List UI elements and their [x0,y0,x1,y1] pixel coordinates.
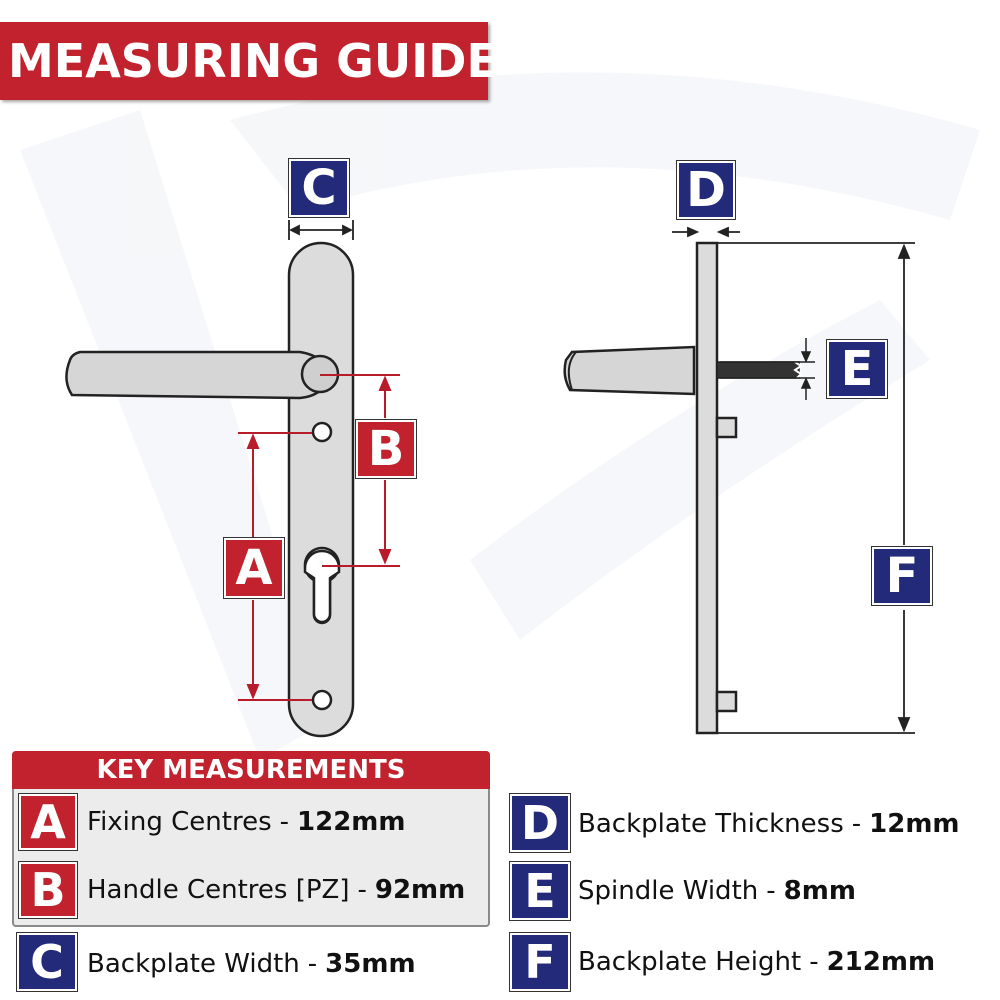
key-row-a-label: Fixing Centres [87,807,272,837]
key-row-c-sep: - [307,949,318,979]
key-badge-e: E [510,862,570,920]
key-row-d-value: 12mm [869,809,960,839]
key-row-c-value: 35mm [325,949,416,979]
badge-c: C [289,159,349,217]
key-row-a-value: 122mm [297,807,406,837]
key-row-f-value: 212mm [826,947,936,977]
key-badge-c: C [17,933,77,991]
key-row-f [578,942,935,982]
page-title: MEASURING GUIDE [0,22,488,100]
key-row-d [578,804,960,844]
lug-bottom [717,692,736,711]
handle-side [565,347,694,394]
key-row-b-sep: - [357,875,367,905]
key-row-d-label: Backplate Thickness [578,809,844,839]
lug-top [717,418,736,437]
badge-e: E [827,340,887,398]
key-row-a [87,802,406,842]
key-row-e-sep: - [766,876,776,906]
key-badge-d: D [510,794,570,852]
key-row-e-label: Spindle Width [578,876,759,906]
badge-b: B [356,420,416,478]
key-row-a-sep: - [279,807,290,837]
key-badge-a: A [19,794,77,850]
key-row-b [87,870,465,910]
key-row-d-sep: - [851,809,862,839]
key-row-c-label: Backplate Width [87,949,300,979]
key-row-e-value: 8mm [783,876,856,906]
backplate-side [697,243,717,733]
key-row-b-value: 92mm [374,875,466,905]
key-row-c [87,944,416,984]
badge-d: D [677,161,735,219]
key-row-e [578,871,856,911]
key-row-f-sep: - [809,947,819,977]
spindle [717,362,799,378]
watermark-logo [20,72,980,760]
key-measurements-header: KEY MEASUREMENTS [12,751,490,789]
key-row-b-label: Handle Centres [PZ] [87,875,350,905]
fixing-hole-bottom [313,691,331,709]
key-badge-f: F [510,933,570,991]
handle-lever [66,352,330,398]
fixing-hole-top [313,423,331,441]
badge-a: A [224,538,284,598]
key-badge-b: B [19,862,77,918]
badge-f: F [872,547,932,605]
key-row-f-label: Backplate Height [578,947,802,977]
backplate-front [289,243,353,736]
